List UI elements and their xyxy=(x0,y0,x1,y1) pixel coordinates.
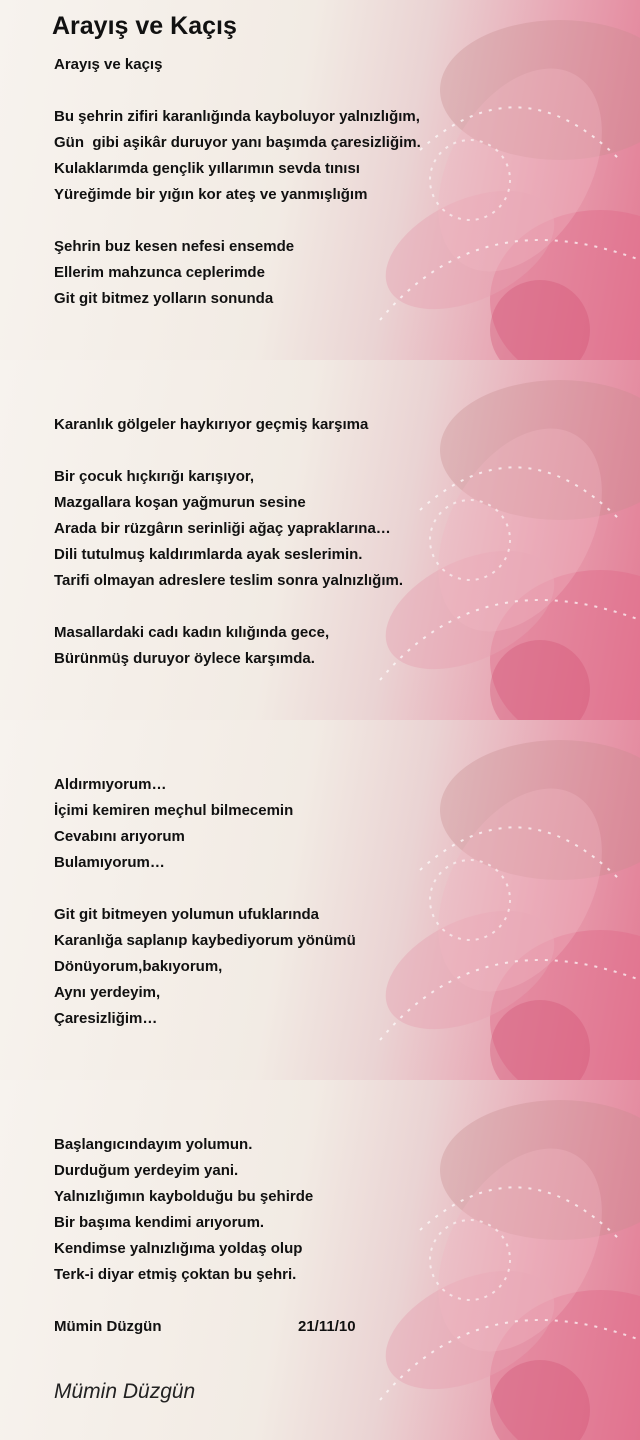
poem-line: Terk-i diyar etmiş çoktan bu şehri. xyxy=(54,1266,297,1283)
poem-line: Kulaklarımda gençlik yıllarımın sevda tınısı xyxy=(54,160,360,177)
poem-title: Arayış ve Kaçış xyxy=(52,12,237,40)
poem-line: Gün gibi aşikâr duruyor yanı başımda çaresizliğim. xyxy=(54,134,421,151)
poem-line: Git git bitmeyen yolumun ufuklarında xyxy=(54,906,320,923)
poem-line: Mazgallara koşan yağmurun sesine xyxy=(54,494,306,511)
poem-line: Bulamıyorum… xyxy=(54,854,165,871)
poem-line: Cevabını arıyorum xyxy=(54,828,185,845)
poem-subtitle: Arayış ve kaçış xyxy=(54,56,163,73)
poem-line: Karanlık gölgeler haykırıyor geçmiş karşıma xyxy=(54,416,369,433)
poem-line: İçimi kemiren meçhul bilmecemin xyxy=(54,802,294,819)
author-signature: Mümin Düzgün xyxy=(54,1380,196,1403)
poem-line: Kendimse yalnızlığıma yoldaş olup xyxy=(54,1240,303,1257)
poem-line: Bu şehrin zifiri karanlığında kayboluyor yalnızlığım, xyxy=(54,108,420,125)
poem-line: Karanlığa saplanıp kaybediyorum yönümü xyxy=(54,932,356,949)
poem-line: Aynı yerdeyim, xyxy=(54,984,161,1001)
poem-line: Bir başıma kendimi arıyorum. xyxy=(54,1214,265,1231)
poem-line: Çaresizliğim… xyxy=(54,1010,158,1027)
poem-line: Yalnızlığımın kaybolduğu bu şehirde xyxy=(54,1188,314,1205)
poem-line: Tarifi olmayan adreslere teslim sonra yalnızlığım. xyxy=(54,572,404,589)
poem-line: Dili tutulmuş kaldırımlarda ayak seslerimin. xyxy=(54,546,363,563)
poem-line: Yüreğimde bir yığın kor ateş ve yanmışlığım xyxy=(54,186,368,203)
poem-line: Bürünmüş duruyor öylece karşımda. xyxy=(54,650,315,667)
poem-line: Masallardaki cadı kadın kılığında gece, xyxy=(54,624,330,641)
poem-line: Git git bitmez yolların sonunda xyxy=(54,290,274,307)
poem-line: Bir çocuk hıçkırığı karışıyor, xyxy=(54,468,255,485)
poem-line: Durduğum yerdeyim yani. xyxy=(54,1162,239,1179)
poem-line: Şehrin buz kesen nefesi ensemde xyxy=(54,238,295,255)
poem-line: Dönüyorum,bakıyorum, xyxy=(54,958,223,975)
author-name: Mümin Düzgün xyxy=(54,1318,162,1335)
poem-date: 21/11/10 xyxy=(298,1318,356,1335)
poem-line: Aldırmıyorum… xyxy=(54,776,167,793)
poem-line: Ellerim mahzunca ceplerimde xyxy=(54,264,265,281)
poem-line: Arada bir rüzgârın serinliği ağaç yapraklarına… xyxy=(54,520,391,537)
poem-line: Başlangıcındayım yolumun. xyxy=(54,1136,253,1153)
